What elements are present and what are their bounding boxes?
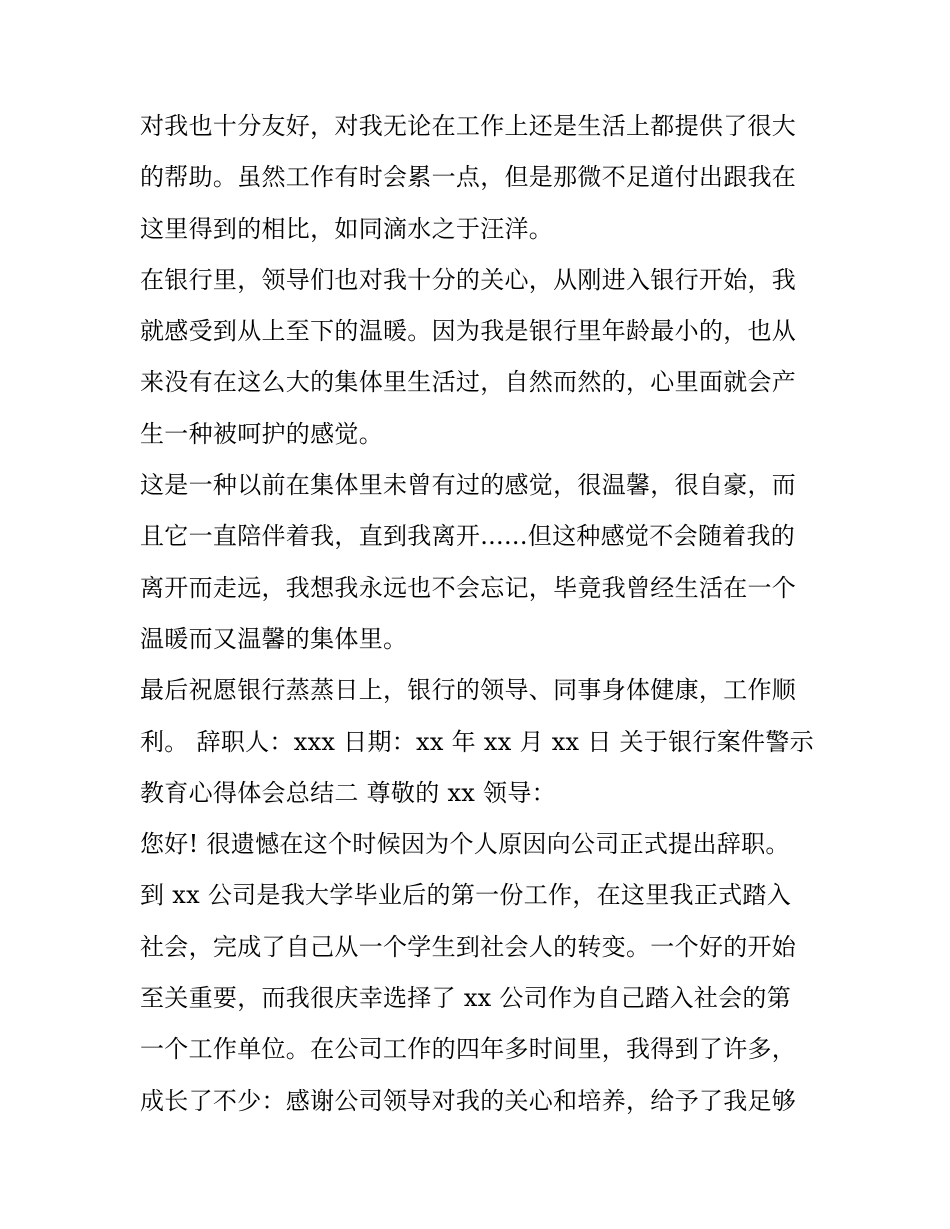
paragraph-5 (140, 819, 820, 870)
text-line: 利。 辞职人：xxx 日期：xx 年 xx 月 xx 日 关于银行案件警示 (140, 727, 814, 756)
text-line: 就感受到从上至下的温暖。因为我是银行里年龄最小的，也从 (140, 317, 797, 346)
text-line: 离开而走远，我想我永远也不会忘记，毕竟我曾经生活在一个 (140, 573, 797, 602)
text-line: 在银行里，领导们也对我十分的关心，从刚进入银行开始，我 (140, 265, 797, 294)
text-line: 温暖而又温馨的集体里。 (140, 624, 408, 653)
paragraph-2 (140, 255, 820, 460)
text-line: 您好! 很遗憾在这个时候因为个人原因向公司正式提出辞职。 (140, 830, 790, 859)
text-line: 生一种被呵护的感觉。 (140, 419, 383, 448)
document-body (140, 101, 820, 1127)
paragraph-3 (140, 460, 820, 665)
text-line: 成长了不少：感谢公司领导对我的关心和培养，给予了我足够 (140, 1086, 797, 1115)
text-line: 到 xx 公司是我大学毕业后的第一份工作，在这里我正式踏入 (140, 881, 792, 910)
paragraph-6 (140, 870, 820, 1126)
text-line: 对我也十分友好，对我无论在工作上还是生活上都提供了很大 (140, 112, 797, 140)
text-line: 最后祝愿银行蒸蒸日上，银行的领导、同事身体健康，工作顺 (140, 676, 797, 705)
paragraph-1 (140, 101, 820, 255)
text-line: 社会，完成了自己从一个学生到社会人的转变。一个好的开始 (140, 932, 797, 961)
text-line: 教育心得体会总结二 尊敬的 xx 领导： (140, 778, 556, 807)
text-line: 这是一种以前在集体里未曾有过的感觉，很温馨，很自豪，而 (140, 471, 797, 500)
text-line: 且它一直陪伴着我，直到我离开......但这种感觉不会随着我的 (140, 522, 796, 551)
text-line: 来没有在这么大的集体里生活过，自然而然的，心里面就会产 (140, 368, 797, 397)
text-line: 一个工作单位。在公司工作的四年多时间里，我得到了许多， (140, 1035, 797, 1064)
text-line: 至关重要，而我很庆幸选择了 xx 公司作为自己踏入社会的第 (140, 984, 792, 1013)
text-line: 这里得到的相比，如同滴水之于汪洋。 (140, 214, 554, 243)
paragraph-4 (140, 665, 820, 819)
text-line: 的帮助。虽然工作有时会累一点，但是那微不足道付出跟我在 (140, 163, 797, 192)
